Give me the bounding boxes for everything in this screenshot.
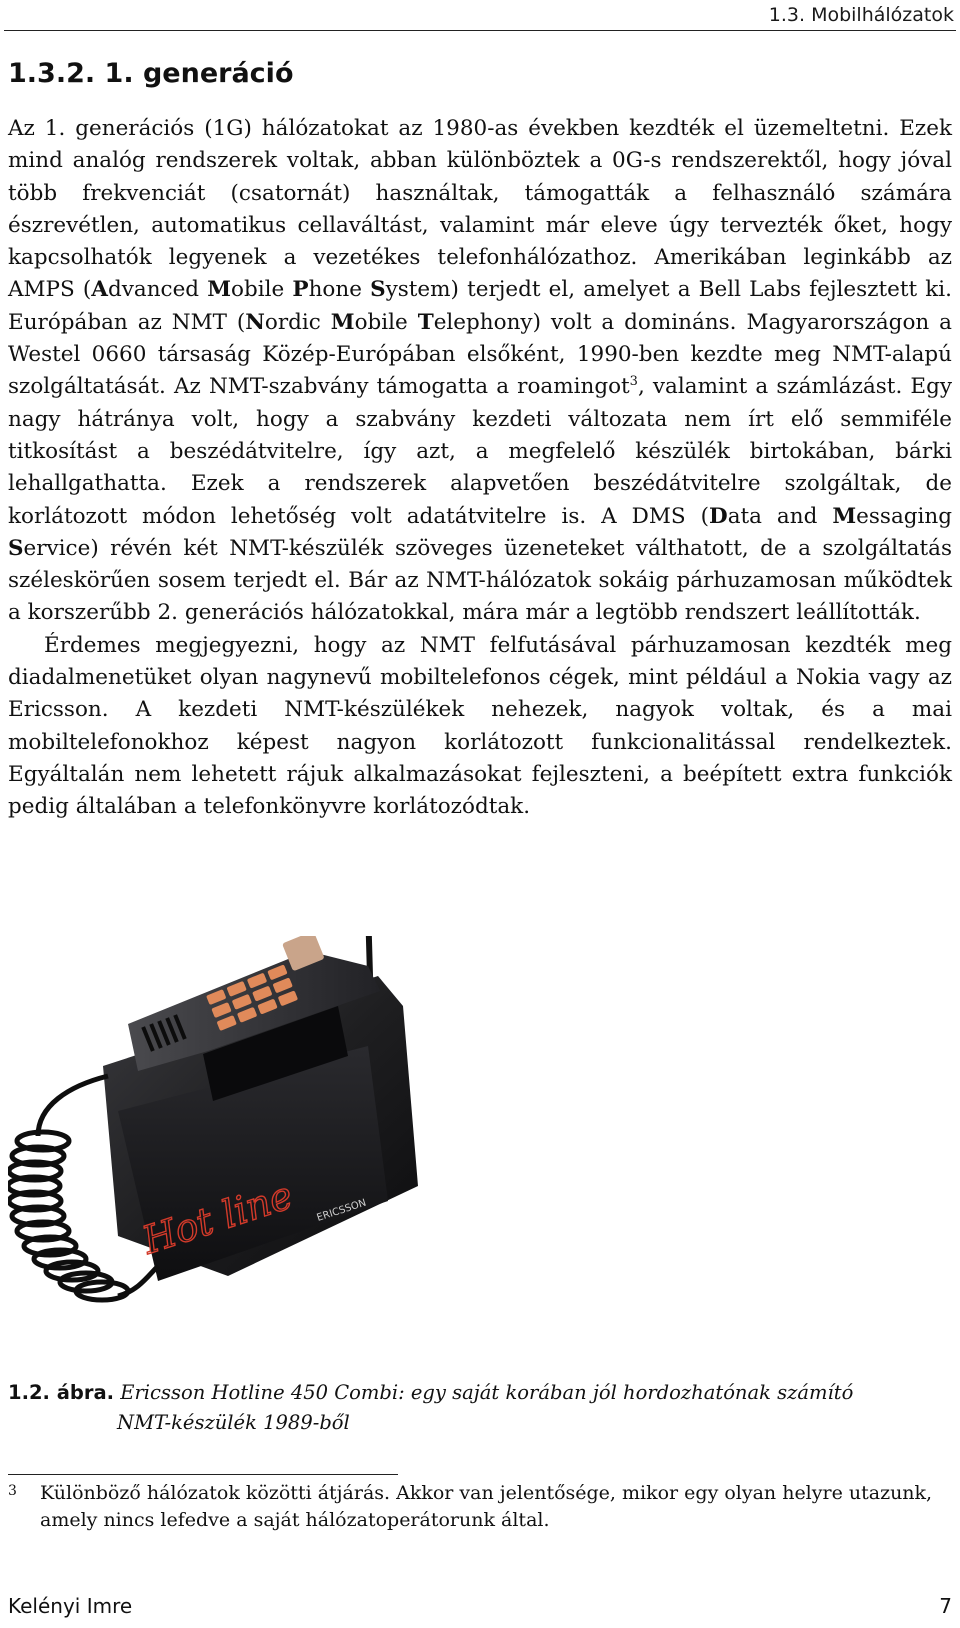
- page-number: 7: [939, 1594, 952, 1618]
- figure-label: 1.2. ábra.: [8, 1381, 115, 1404]
- phone-illustration: [8, 936, 428, 1336]
- body-text: [8, 113, 952, 824]
- paragraph-1: Az 1. generációs (1G) hálózatokat az 1980-as években kezdték el üzemeltetni. Ezek mind analóg rendszerek voltak, abban különböztek a 0G-s rendszerektől, hogy jóval több frekvenciát (csatornát) használtak, támogatták a felhasználó számára észrevétlen, automatikus cellaváltást, valamint már eleve úgy tervezték őket, hogy kapcsolhatók legyenek a vezetékes telefonhálózathoz. Amerikában leginkább az AMPS (Advanced Mobile Phone System) terjedt el, amelyet a Bell Labs fejlesztett ki. Európában az NMT (Nordic Mobile Telephony) volt a domináns. Magyarországon a Westel 0660 társaság Közép-Európában elsőként, 1990-ben kezdte meg NMT-alapú szolgáltatását. Az NMT-szabvány támogatta a roamingot$^3$, valamint a számlázást. Egy nagy hátránya volt, hogy a szabvány kezdeti változata nem írt elő semmiféle titkosítást a beszédátvitelre, így azt, a megfelelő készülék birtokában, bárki lehallgathatta. Ezek a rendszerek alapvetően beszédátvitelre szolgáltak, de korlátozott módon lehetőség volt adatátvitelre is. A DMS (Data and Messaging Service) révén két NMT-készülék szöveges üzeneteket válthatott, de a szolgáltatás széleskörűen sosem terjedt el. Bár az NMT-hálózatok sokáig párhuzamosan működtek a korszerűbb 2. generációs hálózatokkal, mára már a legtöbb rendszert leállították.: [8, 116, 953, 626]
- header-rule: [4, 30, 956, 31]
- hotline-logo: Hot line: [137, 1172, 298, 1263]
- footnote: [8, 1480, 952, 1534]
- footnote-rule: [8, 1474, 398, 1475]
- footer-author: Kelényi Imre: [8, 1594, 133, 1618]
- paragraph-2: Érdemes megjegyezni, hogy az NMT felfutásával párhuzamosan kezdték meg diadalmenetüket olyan nagynevű mobiltelefonos cégek, mint például a Nokia vagy az Ericsson. A kezdeti NMT-készülékek nehezek, nagyok voltak, és a mai mobiltelefonokhoz képest nagyon korlátozott funkcionalitással rendelkeztek. Egyáltalán nem lehetett rájuk alkalmazásokat fejleszteni, a beépített extra funkciók pedig általában a telefonkönyvre korlátozódtak.: [8, 632, 952, 820]
- caption-line-1: Ericsson Hotline 450 Combi: egy saját korában jól hordozhatónak számító: [120, 1381, 854, 1404]
- footnote-text: Különböző hálózatok közötti átjárás. Akkor van jelentősége, mikor egy olyan helyre utazunk, amely nincs lefedve a saját hálózatoperátorunk által.: [40, 1482, 933, 1531]
- running-header: 1.3. Mobilhálózatok: [768, 4, 954, 26]
- footnote-mark: 3: [8, 1483, 17, 1499]
- figure-caption: [8, 1378, 928, 1438]
- ericsson-brand-label: ERICSSON: [315, 1197, 368, 1224]
- section-title: 1.3.2. 1. generáció: [8, 58, 294, 89]
- caption-line-2: NMT-készülék 1989-ből: [117, 1411, 350, 1434]
- footnote-reference[interactable]: 3: [629, 374, 638, 390]
- figure-ericsson-hotline-photo: [8, 936, 428, 1336]
